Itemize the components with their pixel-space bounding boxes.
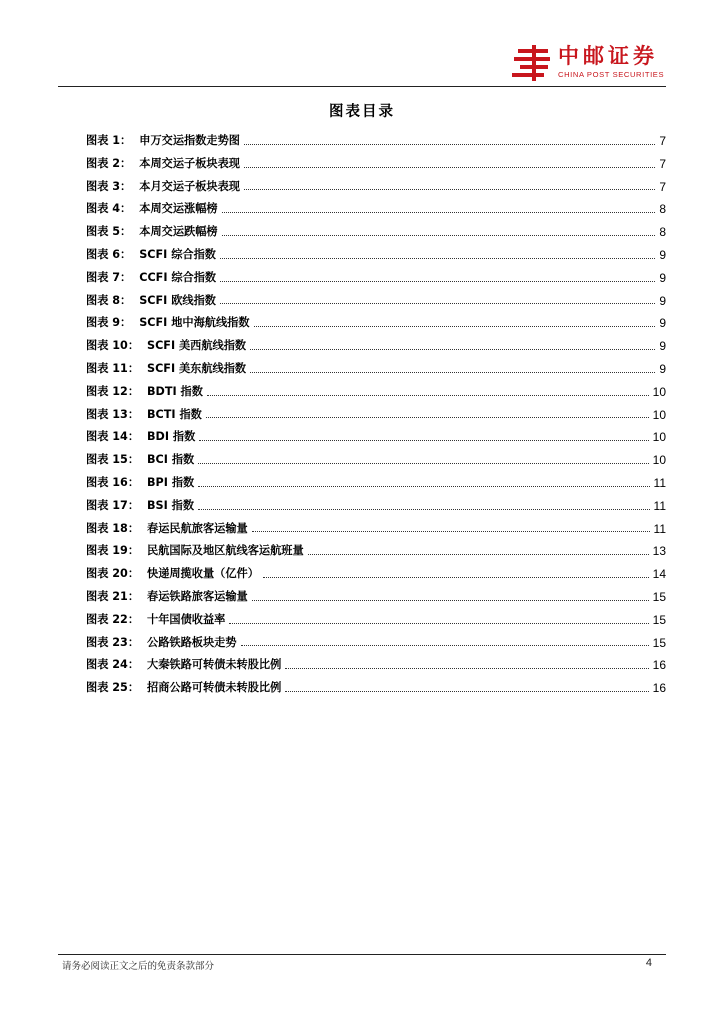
toc-entry-title: SCFI 地中海航线指数 bbox=[139, 316, 250, 330]
toc-entry[interactable] bbox=[86, 449, 666, 472]
toc-entry-page: 8 bbox=[659, 225, 666, 240]
toc-entry[interactable] bbox=[86, 153, 666, 176]
toc-entry[interactable] bbox=[86, 221, 666, 244]
toc-entry-title: SCFI 欧线指数 bbox=[139, 293, 216, 307]
toc-entry-page: 10 bbox=[652, 384, 666, 399]
toc-entry-page: 9 bbox=[659, 339, 666, 354]
toc-entry-label: 图表 8： bbox=[86, 293, 132, 307]
toc-entry-title: BCI 指数 bbox=[147, 453, 195, 467]
toc-entry-title: 本月交运子板块表现 bbox=[139, 179, 240, 193]
toc-dot-leader bbox=[254, 326, 656, 327]
toc-entry-page: 10 bbox=[652, 407, 666, 422]
toc-entry-page: 10 bbox=[652, 453, 666, 468]
toc-dot-leader bbox=[285, 668, 648, 669]
toc-entry-page: 15 bbox=[652, 612, 666, 627]
footer-divider bbox=[58, 954, 666, 955]
toc-entry-label: 图表 16： bbox=[86, 475, 140, 489]
toc-entry[interactable] bbox=[86, 290, 666, 313]
toc-entry-label: 图表 1： bbox=[86, 134, 132, 147]
toc-entry-title: BDI 指数 bbox=[147, 430, 196, 444]
toc-entry-page: 16 bbox=[652, 658, 666, 673]
toc-entry[interactable] bbox=[86, 335, 666, 358]
toc-entry-title: BDTI 指数 bbox=[147, 384, 203, 398]
toc-entry-label: 图表 11： bbox=[86, 361, 140, 375]
toc-entry-title: 公路铁路板块走势 bbox=[147, 635, 237, 649]
toc-entry[interactable] bbox=[86, 632, 666, 655]
toc-entry[interactable] bbox=[86, 312, 666, 335]
toc-entry[interactable] bbox=[86, 677, 666, 700]
toc-entry-title: 本周交运涨幅榜 bbox=[139, 202, 218, 216]
toc-entry-page: 15 bbox=[652, 589, 666, 604]
toc-entry-title: 春运铁路旅客运输量 bbox=[147, 589, 248, 603]
toc-dot-leader bbox=[198, 463, 648, 464]
toc-dot-leader bbox=[220, 303, 655, 304]
toc-entry-label: 图表 12： bbox=[86, 384, 140, 398]
toc-entry-label: 图表 4： bbox=[86, 202, 132, 216]
toc-entry-title: 民航国际及地区航线客运航班量 bbox=[147, 544, 304, 558]
toc-dot-leader bbox=[222, 235, 656, 236]
toc-entry-page: 13 bbox=[652, 544, 666, 559]
toc-entry-page: 16 bbox=[652, 681, 666, 696]
toc-entry-title: 本周交运跌幅榜 bbox=[139, 225, 218, 239]
toc-entry-label: 图表 9： bbox=[86, 316, 132, 330]
toc-entry-label: 图表 21： bbox=[86, 589, 140, 603]
toc-entry-page: 15 bbox=[652, 635, 666, 650]
toc-entry-title: 大秦铁路可转债未转股比例 bbox=[147, 658, 282, 672]
toc-dot-leader bbox=[198, 509, 649, 510]
toc-entry-label: 图表 13： bbox=[86, 407, 140, 421]
toc-entry[interactable] bbox=[86, 563, 666, 586]
toc-entry-label: 图表 19： bbox=[86, 544, 140, 558]
toc-entry-page: 9 bbox=[659, 293, 666, 308]
toc-entry-title: 快递周揽收量（亿件） bbox=[147, 567, 259, 581]
toc-entry-title: BPI 指数 bbox=[147, 475, 195, 489]
toc-entry-label: 图表 2： bbox=[86, 156, 132, 170]
page-number: 4 bbox=[645, 957, 652, 969]
toc-dot-leader bbox=[244, 144, 655, 145]
toc-entry[interactable] bbox=[86, 586, 666, 609]
toc-entry-label: 图表 17： bbox=[86, 498, 140, 512]
toc-entry-page: 7 bbox=[659, 179, 666, 194]
toc-entry[interactable] bbox=[86, 130, 666, 153]
toc-entry-page: 8 bbox=[659, 202, 666, 217]
toc-entry-label: 图表 23： bbox=[86, 635, 140, 649]
toc-dot-leader bbox=[250, 349, 655, 350]
toc-entry-label: 图表 18： bbox=[86, 521, 140, 535]
toc-entry-page: 9 bbox=[659, 270, 666, 285]
toc-entry[interactable] bbox=[86, 176, 666, 199]
toc-entry-label: 图表 20： bbox=[86, 567, 140, 581]
toc-entry-title: SCFI 美东航线指数 bbox=[147, 361, 247, 375]
toc-entry[interactable] bbox=[86, 358, 666, 381]
toc-entry-title: 十年国债收益率 bbox=[147, 612, 226, 626]
toc-entry-title: BCTI 指数 bbox=[147, 407, 202, 421]
toc-entry-label: 图表 7： bbox=[86, 270, 132, 284]
toc-dot-leader bbox=[285, 691, 648, 692]
toc-dot-leader bbox=[244, 167, 655, 168]
toc-dot-leader bbox=[252, 600, 649, 601]
toc-entry-page: 11 bbox=[653, 498, 666, 513]
toc-entry-page: 11 bbox=[653, 521, 666, 536]
toc-entry-label: 图表 25： bbox=[86, 681, 140, 695]
toc-entry-title: 申万交运指数走势图 bbox=[139, 134, 240, 147]
toc-dot-leader bbox=[220, 258, 655, 259]
toc-entry-label: 图表 15： bbox=[86, 453, 140, 467]
toc-list bbox=[86, 130, 666, 700]
toc-entry[interactable] bbox=[86, 404, 666, 427]
toc-entry-label: 图表 5： bbox=[86, 225, 132, 239]
toc-entry[interactable] bbox=[86, 540, 666, 563]
header-divider bbox=[58, 86, 666, 87]
toc-entry-title: SCFI 综合指数 bbox=[139, 247, 216, 261]
toc-entry-page: 9 bbox=[659, 361, 666, 376]
toc-entry-label: 图表 22： bbox=[86, 612, 140, 626]
toc-entry-title: 本周交运子板块表现 bbox=[139, 156, 240, 170]
toc-entry-page: 7 bbox=[659, 156, 666, 171]
logo-chinese-name: 中邮证券 bbox=[558, 44, 658, 68]
toc-entry[interactable] bbox=[86, 495, 666, 518]
logo-english-name: CHINA POST SECURITIES bbox=[558, 70, 665, 79]
toc-entry[interactable] bbox=[86, 609, 666, 632]
toc-dot-leader bbox=[207, 395, 649, 396]
toc-dot-leader bbox=[220, 281, 655, 282]
toc-dot-leader bbox=[198, 486, 649, 487]
toc-entry-label: 图表 3： bbox=[86, 179, 132, 193]
toc-dot-leader bbox=[206, 417, 649, 418]
toc-dot-leader bbox=[263, 577, 649, 578]
toc-entry[interactable] bbox=[86, 426, 666, 449]
toc-entry-page: 14 bbox=[652, 567, 666, 582]
toc-entry-title: 春运民航旅客运输量 bbox=[147, 521, 248, 535]
toc-entry-label: 图表 24： bbox=[86, 658, 140, 672]
footer-disclaimer: 请务必阅读正文之后的免责条款部分 bbox=[62, 961, 215, 972]
china-post-logo-icon bbox=[512, 45, 552, 81]
toc-dot-leader bbox=[250, 372, 655, 373]
toc-dot-leader bbox=[244, 189, 655, 190]
toc-entry-title: SCFI 美西航线指数 bbox=[147, 339, 247, 353]
toc-entry-label: 图表 14： bbox=[86, 430, 140, 444]
toc-entry-title: 招商公路可转债未转股比例 bbox=[147, 681, 282, 695]
toc-entry-title: CCFI 综合指数 bbox=[139, 270, 217, 284]
toc-entry[interactable] bbox=[86, 198, 666, 221]
toc-title: 图表目录 bbox=[329, 104, 395, 120]
toc-entry-page: 7 bbox=[659, 134, 666, 148]
toc-dot-leader bbox=[308, 554, 649, 555]
toc-dot-leader bbox=[199, 440, 648, 441]
toc-entry[interactable] bbox=[86, 472, 666, 495]
toc-dot-leader bbox=[241, 645, 649, 646]
toc-entry-page: 11 bbox=[653, 475, 666, 490]
toc-entry-label: 图表 6： bbox=[86, 247, 132, 261]
toc-entry[interactable] bbox=[86, 267, 666, 290]
toc-entry[interactable] bbox=[86, 244, 666, 267]
toc-dot-leader bbox=[252, 531, 650, 532]
toc-entry-page: 9 bbox=[659, 316, 666, 331]
company-logo bbox=[512, 44, 672, 84]
toc-entry[interactable] bbox=[86, 654, 666, 677]
toc-dot-leader bbox=[222, 212, 656, 213]
toc-entry-title: BSI 指数 bbox=[147, 498, 195, 512]
toc-entry[interactable] bbox=[86, 381, 666, 404]
toc-entry-page: 10 bbox=[652, 430, 666, 445]
toc-dot-leader bbox=[229, 623, 648, 624]
toc-entry-label: 图表 10： bbox=[86, 339, 140, 353]
toc-entry-page: 9 bbox=[659, 247, 666, 262]
toc-entry[interactable] bbox=[86, 518, 666, 541]
